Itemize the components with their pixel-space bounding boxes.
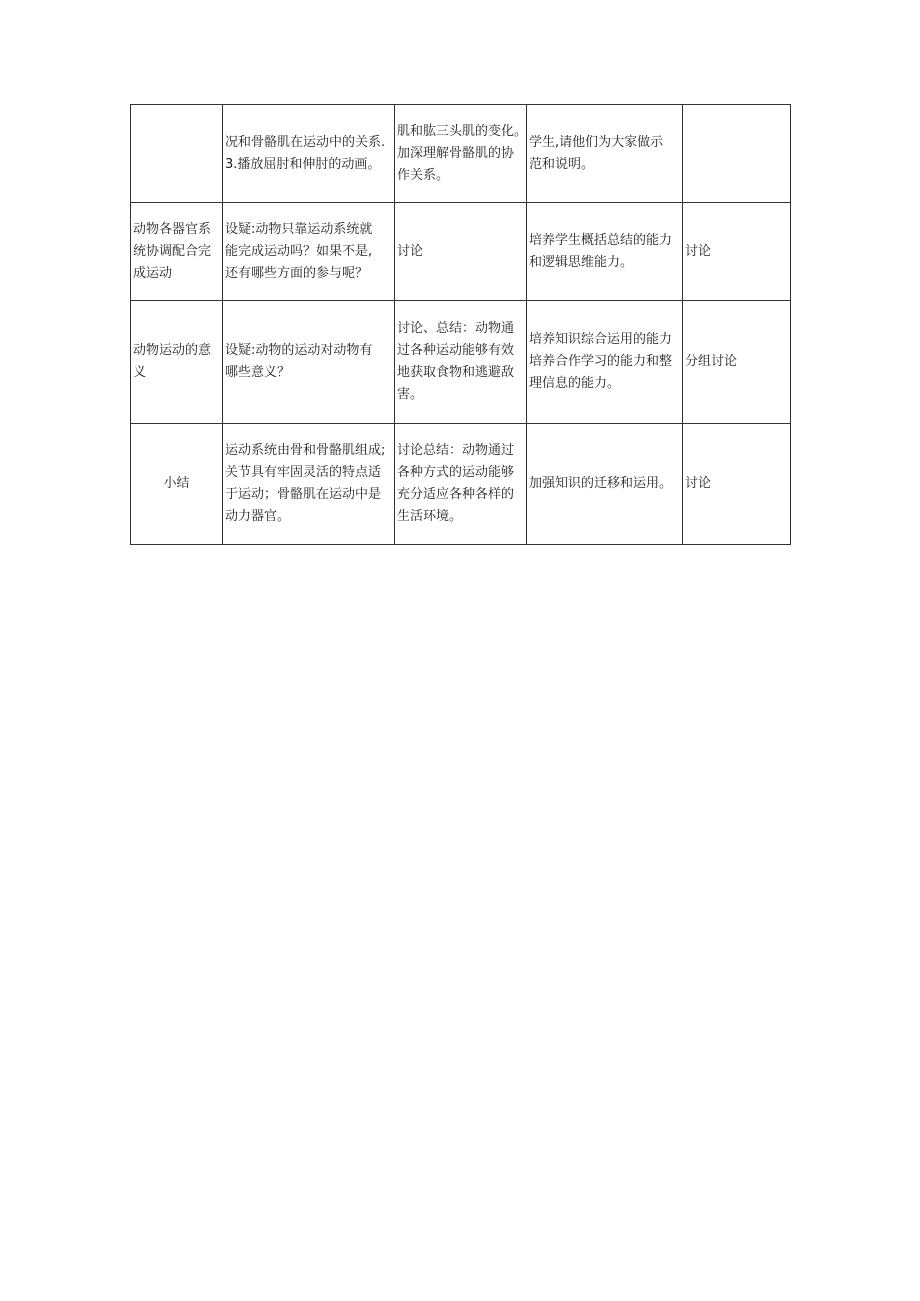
cell-text: 小结: [163, 476, 190, 491]
cell-text: 动物运动的意: [133, 343, 212, 358]
cell-text: 运动系统由骨和骨骼肌组成;: [225, 443, 386, 458]
cell-stage: [131, 105, 223, 203]
cell-text: 地获取食物和逃避敌: [397, 365, 515, 380]
cell-student-activity: [395, 105, 527, 203]
table-row: [131, 424, 791, 545]
cell-student-activity: [395, 203, 527, 301]
cell-text: 讨论: [685, 476, 712, 491]
cell-text: 各种方式的运动能够: [397, 465, 515, 480]
cell-student-activity: [395, 424, 527, 545]
cell-text: 培养学生概括总结的能力: [529, 232, 673, 248]
cell-text: 理信息的能力。: [529, 376, 621, 391]
cell-method: [683, 203, 791, 301]
cell-text: 范和说明。: [529, 156, 595, 172]
cell-text: 关节具有牢固灵活的特点适: [225, 465, 382, 480]
cell-text: 讨论、总结：动物通: [397, 321, 515, 336]
cell-student-activity: [395, 301, 527, 424]
cell-stage: [131, 203, 223, 301]
cell-text: 设疑:动物只靠运动系统就: [225, 221, 373, 237]
cell-text: 义: [133, 365, 147, 380]
cell-text: 成运动: [133, 265, 173, 281]
cell-design-intent: [527, 105, 683, 203]
cell-stage: [131, 424, 223, 545]
cell-text: 害。: [397, 387, 424, 402]
cell-text: 于运动；骨骼肌在运动中是: [225, 487, 382, 502]
cell-text: 作关系。: [397, 167, 450, 183]
cell-text: 分组讨论: [685, 354, 738, 369]
cell-text: 3.播放屈肘和伸肘的动画。: [225, 156, 381, 172]
cell-teacher-activity: [223, 301, 395, 424]
cell-teacher-activity: [223, 424, 395, 545]
cell-text: 讨论: [685, 243, 712, 259]
cell-text: 加强知识的迁移和运用。: [529, 476, 673, 491]
table-row: [131, 301, 791, 424]
cell-stage: [131, 301, 223, 424]
table-row: [131, 105, 791, 203]
cell-text: 能完成运动吗？如果不是,: [225, 243, 373, 259]
cell-method: [683, 424, 791, 545]
cell-text: 讨论: [397, 243, 424, 259]
cell-text: 统协调配合完: [133, 243, 212, 259]
cell-text: 充分适应各种各样的: [397, 487, 515, 502]
cell-text: 过各种运动能够有效: [397, 343, 515, 358]
cell-method: [683, 301, 791, 424]
cell-text: 加深理解骨骼肌的协: [397, 145, 515, 161]
cell-text: 动力器官。: [225, 509, 291, 524]
cell-text: 培养合作学习的能力和整: [529, 354, 673, 369]
table-row: [131, 203, 791, 301]
cell-design-intent: [527, 301, 683, 424]
cell-text: 哪些意义？: [225, 365, 291, 380]
cell-text: 讨论总结：动物通过: [397, 443, 515, 458]
cell-design-intent: [527, 424, 683, 545]
cell-text: 动物各器官系: [133, 221, 212, 237]
cell-text: 还有哪些方面的参与呢？: [225, 265, 369, 281]
cell-text: 和逻辑思维能力。: [529, 254, 634, 270]
cell-teacher-activity: [223, 105, 395, 203]
cell-text: 设疑:动物的运动对动物有: [225, 343, 373, 358]
lesson-plan-table: [130, 104, 791, 545]
cell-method: [683, 105, 791, 203]
cell-design-intent: [527, 203, 683, 301]
cell-text: 况和骨骼肌在运动中的关系.: [225, 134, 386, 150]
cell-text: 肌和肱三头肌的变化。: [397, 123, 528, 139]
cell-text: 培养知识综合运用的能力: [529, 332, 673, 347]
cell-teacher-activity: [223, 203, 395, 301]
cell-text: 学生,请他们为大家做示: [529, 134, 664, 150]
cell-text: 生活环境。: [397, 509, 463, 524]
